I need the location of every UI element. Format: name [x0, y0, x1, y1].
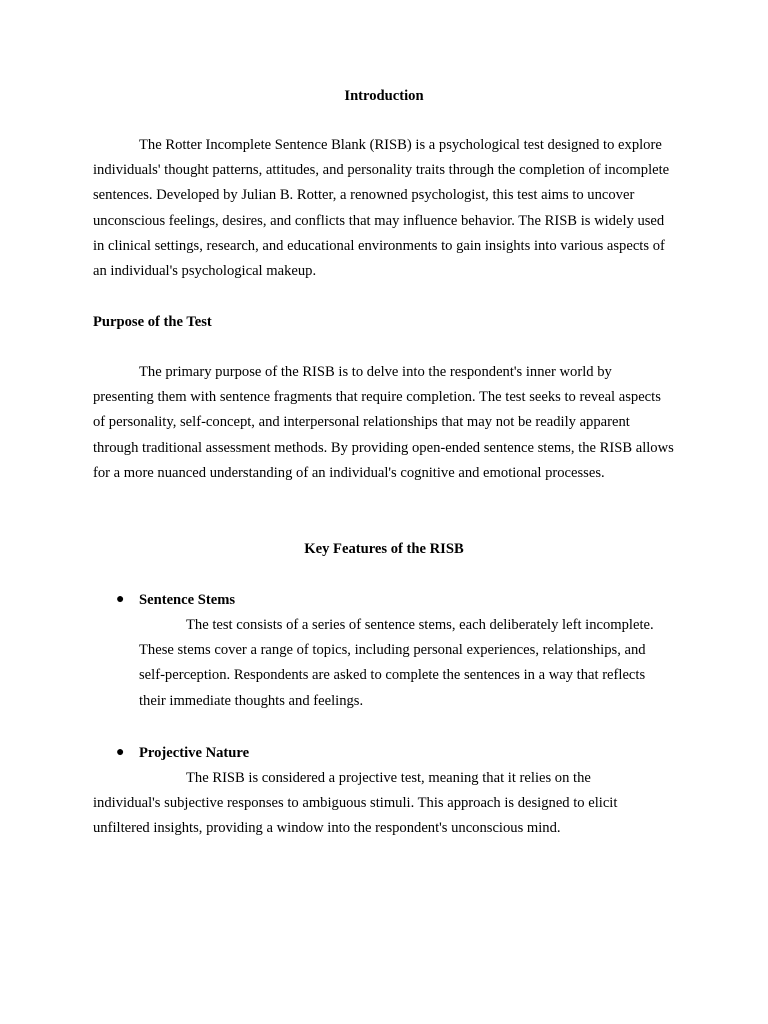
purpose-heading: Purpose of the Test [93, 314, 212, 330]
feature-title: Projective Nature [139, 745, 250, 761]
purpose-paragraph: The primary purpose of the RISB is to delve into the respondent's inner world by presenting them with sentence fragments that require completion. The test seeks to reveal aspects of personality, self-concept, and interpersonal relationships that may not be readily apparent through traditional assessment methods. By providing open-ended sentence stems, the RISB allows for a more nuanced understanding of an individual's cognitive and emotional processes. [93, 364, 674, 481]
bullet-dot-icon: ● [116, 745, 125, 760]
introduction-heading: Introduction [344, 88, 424, 104]
feature-item-projective-nature [93, 743, 675, 843]
feature-body: The test consists of a series of sentence stems, each deliberately left incomplete. These stems cover a range of topics, including personal experiences, relationships, and self-perception. Respondents are asked to complete the sentences in a way that reflects their immediate thoughts and feelings. [139, 617, 654, 709]
feature-title: Sentence Stems [139, 592, 236, 608]
feature-body: The RISB is considered a projective test, meaning that it relies on the individual's subjective responses to ambiguous stimuli. This approach is designed to elicit unfiltered insights, providing a window into the respondent's unconscious mind. [93, 770, 618, 837]
key-features-heading: Key Features of the RISB [304, 541, 464, 557]
introduction-paragraph: The Rotter Incomplete Sentence Blank (RISB) is a psychological test designed to explore individuals' thought patterns, attitudes, and personality traits through the completion of incomplete sentences. Developed by Julian B. Rotter, a renowned psychologist, this test aims to uncover unconscious feelings, desires, and conflicts that may influence behavior. The RISB is widely used in clinical settings, research, and educational environments to gain insights into various aspects of an individual's psychological makeup. [93, 137, 670, 280]
bullet-dot-icon: ● [116, 592, 125, 607]
feature-item-sentence-stems [93, 590, 675, 720]
